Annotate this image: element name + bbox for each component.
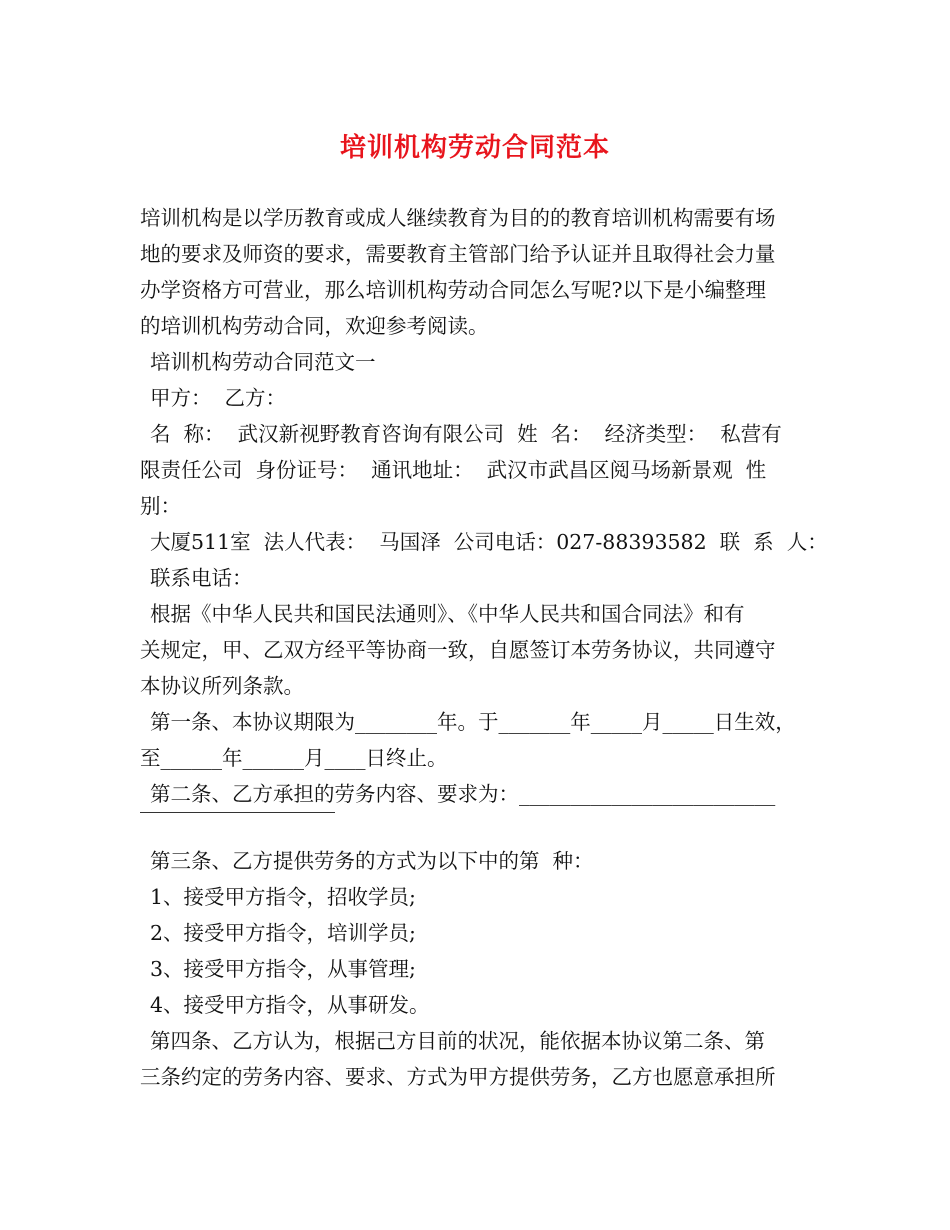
article-1-line-1: 第一条、本协议期限为________年。于_______年_____月_____日生效， xyxy=(150,710,796,734)
list-item-3: 3、接受甲方指令，从事管理; xyxy=(150,957,416,981)
document-body xyxy=(140,200,828,1095)
intro-line-1: 培训机构是以学历教育或成人继续教育为目的的教育培训机构需要有场 xyxy=(140,206,776,230)
article-3-line: 第三条、乙方提供劳务的方式为以下中的第 种： xyxy=(150,849,594,873)
basis-line-2: 关规定，甲、乙双方经平等协商一致，自愿签订本劳务协议，共同遵守 xyxy=(140,638,776,662)
section-heading: 培训机构劳动合同范文一 xyxy=(150,350,376,374)
party-info-line-1: 名 称： 武汉新视野教育咨询有限公司 姓 名： 经济类型： 私营有 xyxy=(150,422,782,446)
basis-line-1: 根据《中华人民共和国民法通则》、《中华人民共和国合同法》和有 xyxy=(150,602,745,626)
party-info-line-4: 大厦511室 法人代表： 马国泽 公司电话：027-88393582 联 系 人： xyxy=(150,530,828,554)
blank-underline xyxy=(140,812,335,813)
contact-phone-line: 联系电话： xyxy=(150,566,253,590)
intro-line-3: 办学资格方可营业，那么培训机构劳动合同怎么写呢?以下是小编整理 xyxy=(140,278,766,302)
party-info-line-3: 别： xyxy=(140,494,181,518)
document-title: 培训机构劳动合同范本 xyxy=(339,133,610,163)
article-2-line: 第二条、乙方承担的劳务内容、要求为：_________________________ xyxy=(150,782,776,806)
party-line: 甲方： 乙方： xyxy=(150,386,287,410)
basis-line-3: 本协议所列条款。 xyxy=(140,674,304,698)
article-1-line-2: 至______年______月____日终止。 xyxy=(140,746,448,770)
list-item-1: 1、接受甲方指令，招收学员; xyxy=(150,885,416,909)
intro-line-4: 的培训机构劳动合同，欢迎参考阅读。 xyxy=(140,314,489,338)
intro-line-2: 地的要求及师资的要求，需要教育主管部门给予认证并且取得社会力量 xyxy=(140,242,776,266)
article-4-line-2: 三条约定的劳务内容、要求、方式为甲方提供劳务，乙方也愿意承担所 xyxy=(140,1065,776,1089)
party-info-line-2: 限责任公司 身份证号： 通讯地址： 武汉市武昌区阅马场新景观 性 xyxy=(140,458,767,482)
list-item-4: 4、接受甲方指令，从事研发。 xyxy=(150,993,430,1017)
list-item-2: 2、接受甲方指令，培训学员; xyxy=(150,921,416,945)
article-4-line-1: 第四条、乙方认为，根据己方目前的状况，能依据本协议第二条、第 xyxy=(150,1029,765,1053)
